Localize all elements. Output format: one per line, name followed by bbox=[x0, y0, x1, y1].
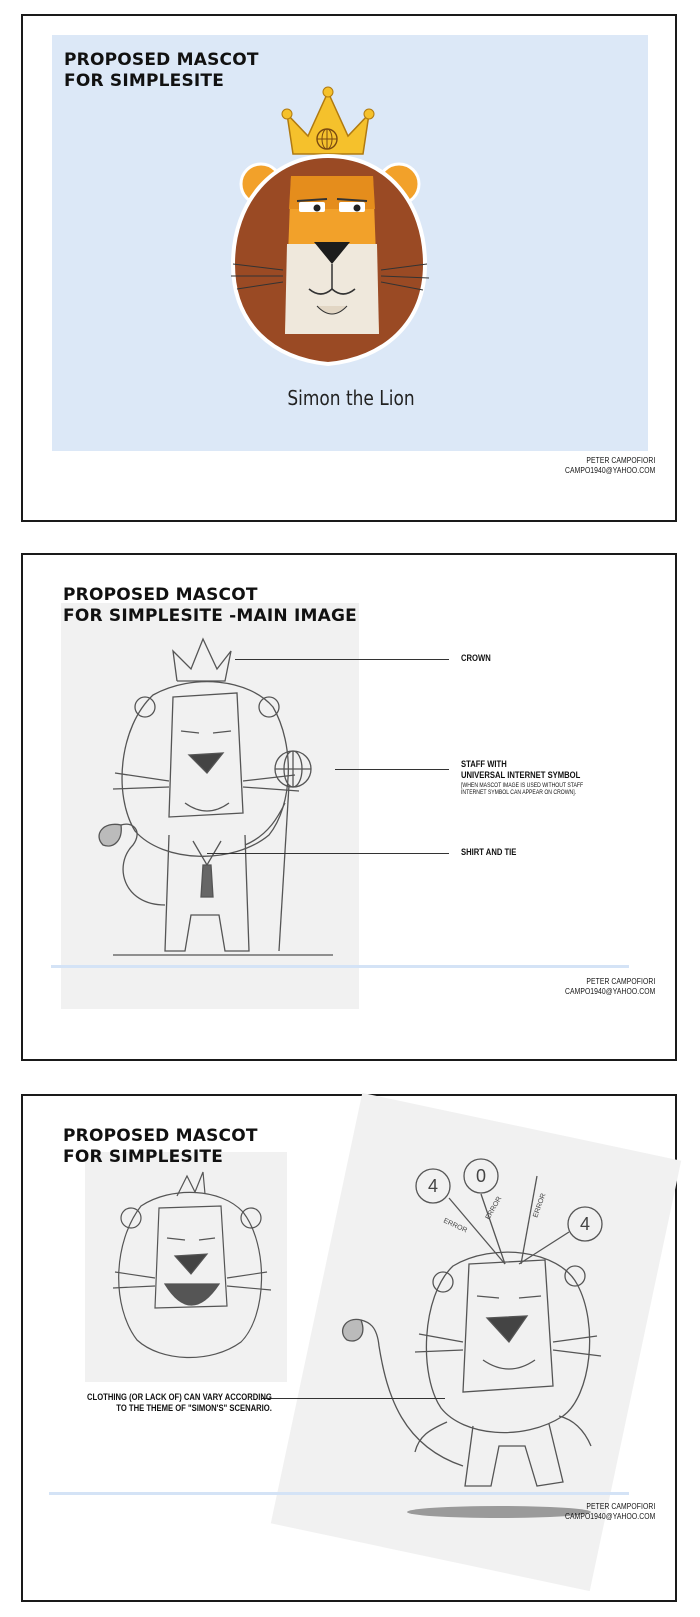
credit-name: PETER CAMPOFIORI bbox=[586, 977, 655, 986]
credit-block bbox=[565, 1502, 655, 1522]
credit-email: CAMPO1940@YAHOO.COM bbox=[564, 466, 655, 475]
credit-name: PETER CAMPOFIORI bbox=[586, 1502, 655, 1511]
lion-head-sketch bbox=[101, 1166, 281, 1366]
mascot-card-main-image bbox=[21, 553, 677, 1061]
lion-404-error-sketch bbox=[323, 1146, 643, 1546]
staff-leader-line bbox=[335, 769, 449, 770]
clothing-note-line2: TO THE THEME OF "SIMON'S" SCENARIO. bbox=[116, 1403, 272, 1413]
mascot-name: Simon the Lion bbox=[287, 386, 415, 410]
mascot-card-final bbox=[21, 14, 677, 522]
shirt-leader-line bbox=[207, 853, 449, 854]
card-title-line1: PROPOSED MASCOT bbox=[64, 50, 259, 70]
credit-name: PETER CAMPOFIORI bbox=[586, 456, 655, 465]
credit-email: CAMPO1940@YAHOO.COM bbox=[564, 987, 655, 996]
balloon-3: 4 bbox=[579, 1214, 591, 1234]
callout-crown: CROWN bbox=[461, 653, 491, 663]
error-label-3: ERROR bbox=[532, 1192, 548, 1219]
card-title-line2: FOR SIMPLESITE bbox=[63, 1147, 224, 1167]
callout-staff-line2: UNIVERSAL INTERNET SYMBOL bbox=[461, 770, 581, 780]
clothing-note-line1: CLOTHING (OR LACK OF) CAN VARY ACCORDING bbox=[87, 1392, 272, 1402]
lion-full-body-sketch bbox=[73, 635, 363, 965]
crown-icon bbox=[282, 87, 374, 154]
callout-staff bbox=[461, 759, 583, 797]
card-title bbox=[63, 585, 357, 627]
lion-head-illustration bbox=[213, 84, 443, 384]
card-title-line1: PROPOSED MASCOT bbox=[63, 585, 258, 605]
clothing-leader-line bbox=[261, 1398, 445, 1399]
crown-sketch-icon bbox=[173, 639, 231, 681]
balloon-2: 0 bbox=[475, 1166, 487, 1186]
card-title-block bbox=[63, 1126, 258, 1168]
card-title-line2: FOR SIMPLESITE -MAIN IMAGE bbox=[63, 606, 357, 626]
crown-leader-line bbox=[235, 659, 449, 660]
balloon-1: 4 bbox=[427, 1176, 439, 1196]
blue-divider bbox=[49, 1492, 629, 1495]
clothing-note bbox=[87, 1392, 272, 1414]
credit-email: CAMPO1940@YAHOO.COM bbox=[564, 1512, 655, 1521]
blue-divider bbox=[51, 965, 629, 968]
callout-staff-line1: STAFF WITH bbox=[461, 759, 507, 769]
mascot-card-variations bbox=[21, 1094, 677, 1602]
card-title-line2: FOR SIMPLESITE bbox=[64, 71, 225, 91]
credit-block bbox=[565, 977, 655, 997]
error-label-2: ERROR bbox=[484, 1195, 504, 1221]
callout-staff-note-line2: INTERNET SYMBOL CAN APPEAR ON CROWN]. bbox=[461, 790, 577, 796]
credit-block bbox=[565, 456, 655, 476]
error-label-1: ERROR bbox=[442, 1217, 469, 1235]
card-title-line1: PROPOSED MASCOT bbox=[63, 1126, 258, 1146]
callout-staff-note-line1: [WHEN MASCOT IMAGE IS USED WITHOUT STAFF bbox=[461, 783, 584, 789]
ground-shadow bbox=[407, 1506, 591, 1518]
callout-shirt: SHIRT AND TIE bbox=[461, 847, 517, 857]
